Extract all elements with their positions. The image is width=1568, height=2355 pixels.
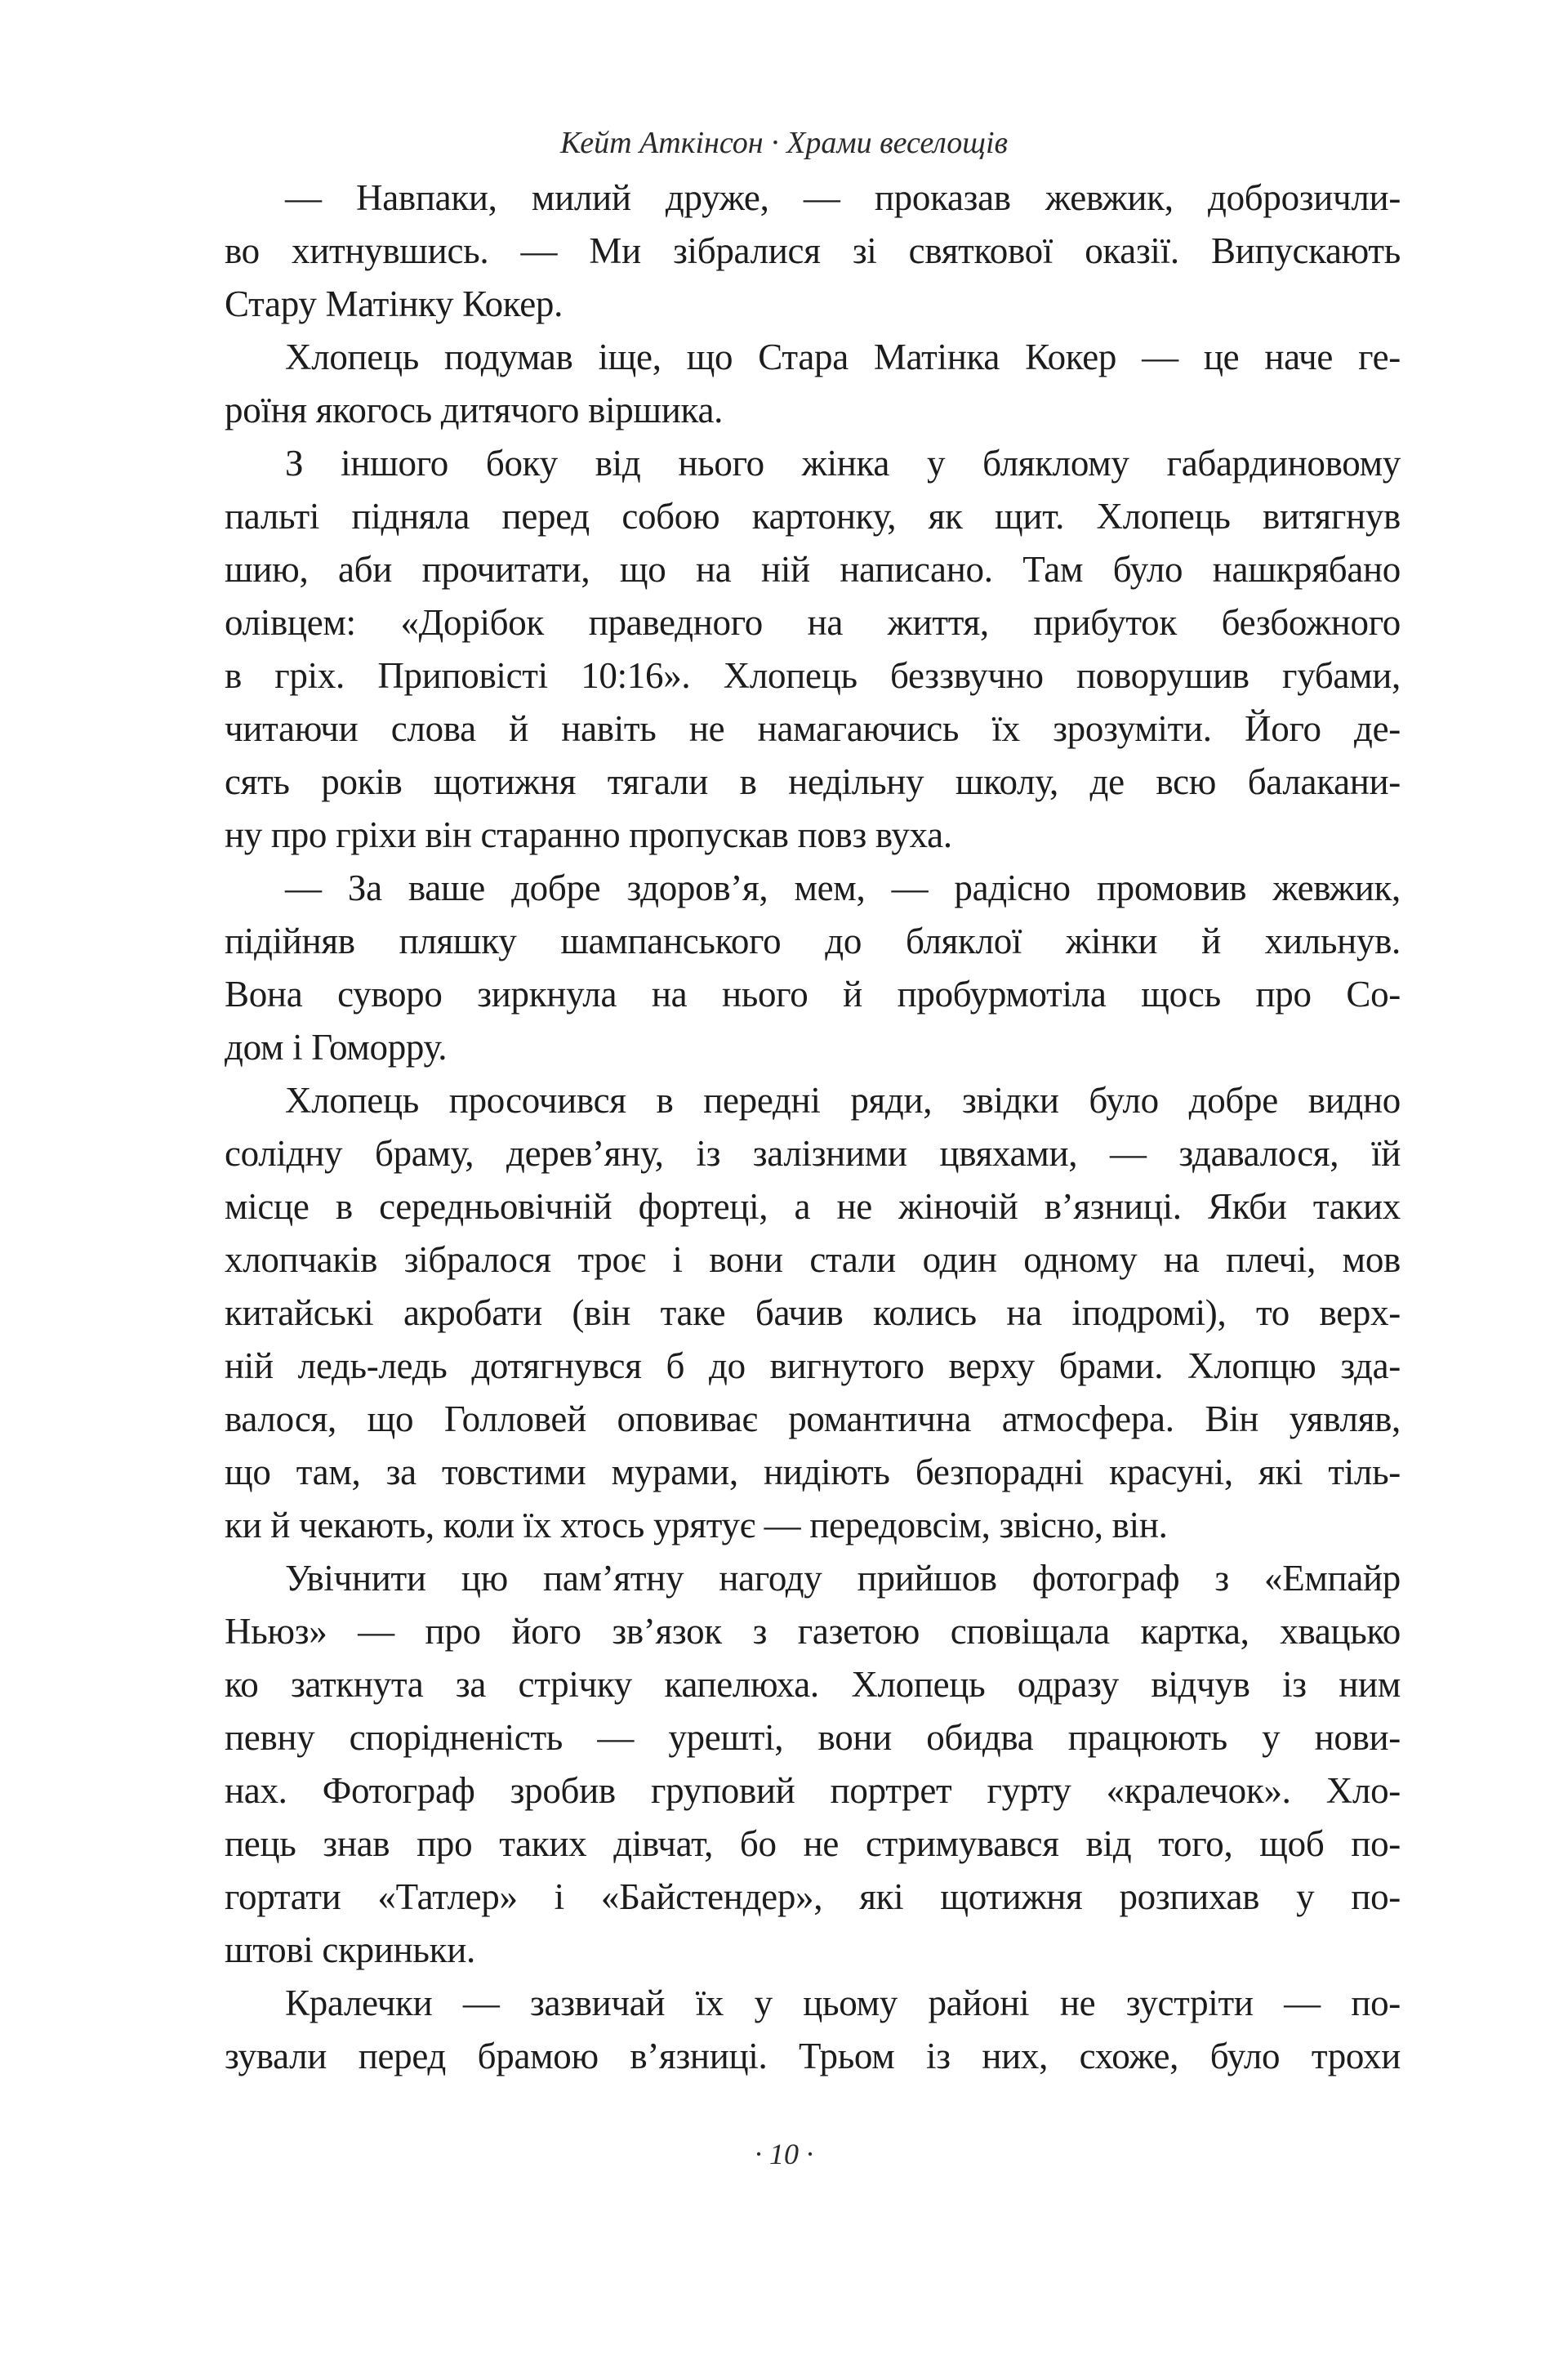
text-line: зували перед брамою в’язниці. Трьом із них, схоже, було трохи	[225, 2036, 1401, 2076]
text-line: — За ваше добре здоров’я, мем, — радісно промовив жевжик,	[285, 868, 1401, 908]
text-line: нах. Фотограф зробив груповий портрет гурту «кралечок». Хло-	[225, 1770, 1401, 1811]
text-line: хлопчаків зібралося троє і вони стали один одному на плечі, мов	[225, 1239, 1401, 1280]
text-line: олівцем: «Дорібок праведного на життя, прибуток безбожного	[225, 602, 1401, 643]
text-line: Стару Матінку Кокер.	[225, 283, 564, 324]
text-line: пець знав про таких дівчат, бо не стримувався від того, щоб по-	[225, 1823, 1401, 1864]
text-line: дом і Гоморру.	[225, 1027, 448, 1068]
text-line: роїня якогось дитячого віршика.	[225, 390, 724, 430]
text-line: ки й чекають, коли їх хтось урятує — передовсім, звісно, він.	[225, 1505, 1168, 1545]
text-line: Хлопець подумав іще, що Стара Матінка Кокер — це наче ге-	[285, 337, 1401, 377]
text-line: шию, аби прочитати, що на ній написано. Там було нашкрябано	[225, 549, 1401, 590]
text-line: солідну браму, дерев’яну, із залізними цвяхами, — здавалося, їй	[225, 1133, 1401, 1174]
text-line: валося, що Голловей оповиває романтична атмосфера. Він уявляв,	[225, 1398, 1401, 1439]
text-line: китайські акробати (він таке бачив колись на іподромі), то верх-	[225, 1292, 1401, 1333]
text-line: в гріх. Приповісті 10:16». Хлопець беззвучно поворушив губами,	[225, 655, 1401, 696]
text-line: З іншого боку від нього жінка у бляклому габардиновому	[285, 443, 1401, 484]
text-line: читаючи слова й навіть не намагаючись їх зрозуміти. Його де-	[225, 708, 1401, 749]
text-line: гортати «Татлер» і «Байстендер», які щотижня розпихав у по-	[225, 1876, 1401, 1917]
paragraph	[225, 1977, 1401, 2083]
text-line: Ньюз» — про його зв’язок з газетою сповіщала картка, хвацько	[225, 1611, 1401, 1652]
text-line: штові скриньки.	[225, 1929, 475, 1970]
text-line: Кралечки — зазвичай їх у цьому районі не зустріти — по-	[285, 1983, 1401, 2023]
paragraph	[225, 862, 1401, 1074]
text-line: пальті підняла перед собою картонку, як щит. Хлопець витягнув	[225, 496, 1401, 537]
paragraph	[225, 1074, 1401, 1552]
text-line: Вона суворо зиркнула на нього й пробурмотіла щось про Со-	[225, 974, 1401, 1015]
text-line: що там, за товстими мурами, нидіють безпорадні красуні, які тіль-	[225, 1452, 1401, 1492]
text-line: підійняв пляшку шампанського до бляклої жінки й хильнув.	[225, 921, 1401, 961]
text-line: Увічнити цю пам’ятну нагоду прийшов фотограф з «Емпайр	[285, 1558, 1401, 1599]
body-text	[225, 172, 1401, 2083]
text-line: місце в середньовічній фортеці, а не жіночій в’язниці. Якби таких	[225, 1186, 1401, 1227]
page-number: · 10 ·	[755, 2138, 813, 2170]
text-line: певну спорідненість — урешті, вони обидва працюють у нови-	[225, 1717, 1401, 1758]
text-line: Хлопець просочився в передні ряди, звідки було добре видно	[285, 1080, 1401, 1121]
text-line: во хитнувшись. — Ми зібралися зі святкової оказії. Випускають	[225, 230, 1401, 271]
text-line: ній ледь-ледь дотягнувся б до вигнутого верху брами. Хлопцю зда-	[225, 1345, 1401, 1386]
text-line: сять років щотижня тягали в недільну школу, де всю балакани-	[225, 761, 1401, 802]
running-head: Кейт Аткінсон · Храми веселощів	[559, 126, 1009, 160]
text-line: ко заткнута за стрічку капелюха. Хлопець одразу відчув із ним	[225, 1664, 1401, 1705]
paragraph	[225, 437, 1401, 862]
text-line: ну про гріхи він старанно пропускав повз вуха.	[225, 814, 952, 855]
text-line: — Навпаки, милий друже, — проказав жевжик, доброзичли-	[285, 177, 1401, 218]
paragraph	[225, 331, 1401, 437]
paragraph	[225, 172, 1401, 331]
paragraph	[225, 1552, 1401, 1977]
